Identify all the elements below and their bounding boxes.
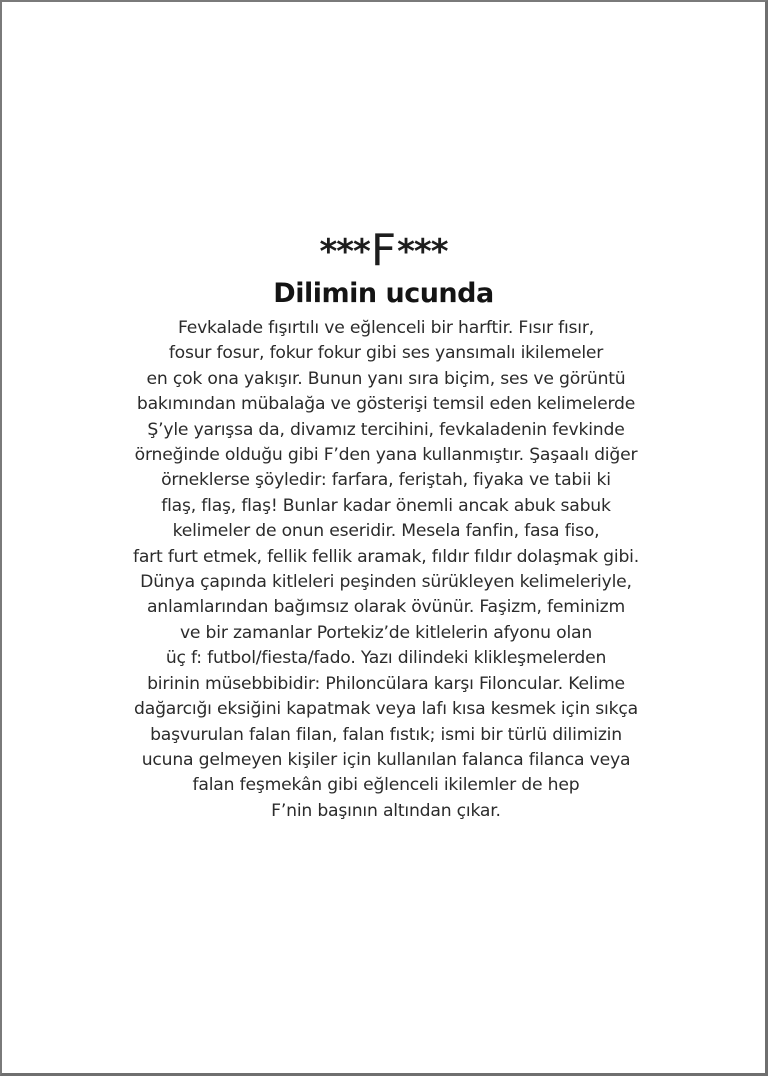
text-line: üç f: futbol/fiesta/fado. Yazı dilindeki klikleşmelerden [165, 648, 607, 669]
text-line: fart furt etmek, fellik fellik aramak, fıldır fıldır dolaşmak gibi. [132, 546, 640, 567]
text-line: dağarcığı eksiğini kapatmak veya lafı kısa kesmek için sıkça [134, 699, 638, 720]
text-line: Dünya çapında kitleleri peşinden sürükleyen kelimeleriyle, [140, 572, 632, 593]
text-line: örneğinde olduğu gibi F’den yana kullanmıştır. Şaşaalı diğer [134, 445, 638, 466]
text-line: F’nin başının altından çıkar. [271, 800, 501, 821]
letter-heading [2, 225, 765, 276]
stars-right: *** [397, 232, 448, 272]
text-line: falan feşmekân gibi eğlenceli ikilemler de hep [192, 775, 580, 796]
text-line: birinin müsebbibidir: Philoncülara karşı Filoncular. Kelime [147, 673, 625, 694]
text-line: en çok ona yakışır. Bunun yanı sıra biçim, ses ve görüntü [146, 368, 626, 389]
text-line: Fevkalade fışırtılı ve eğlenceli bir harftir. Fısır fısır, [177, 318, 595, 338]
text-line: başvurulan falan filan, falan fıstık; ismi bir türlü dilimizin [150, 724, 622, 745]
page-subtitle: Dilimin ucunda [273, 278, 494, 309]
text-line: kelimeler de onun eseridir. Mesela fanfin, fasa fiso, [172, 521, 600, 542]
text-line: Ş’yle yarışsa da, divamız tercihini, fevkaladenin fevkinde [147, 419, 625, 440]
text-line: ve bir zamanlar Portekiz’de kitlelerin afyonu olan [179, 622, 593, 643]
text-line: fosur fosur, fokur fokur gibi ses yansımalı ikilemeler [168, 343, 604, 364]
text-line: ucuna gelmeyen kişiler için kullanılan falanca filanca veya [141, 749, 631, 770]
text-line: anlamlarından bağımsız olarak övünür. Faşizm, feminizm [146, 597, 626, 618]
heading-letter-f: F [370, 225, 397, 276]
text-line: flaş, flaş, flaş! Bunlar kadar önemli ancak abuk sabuk [161, 495, 611, 516]
body-paragraph [62, 316, 710, 824]
stars-left: *** [319, 232, 370, 272]
text-line: örneklerse şöyledir: farfara, feriştah, fiyaka ve tabii ki [161, 470, 611, 491]
text-line: bakımından mübalağa ve gösterişi temsil eden kelimelerde [136, 394, 636, 415]
